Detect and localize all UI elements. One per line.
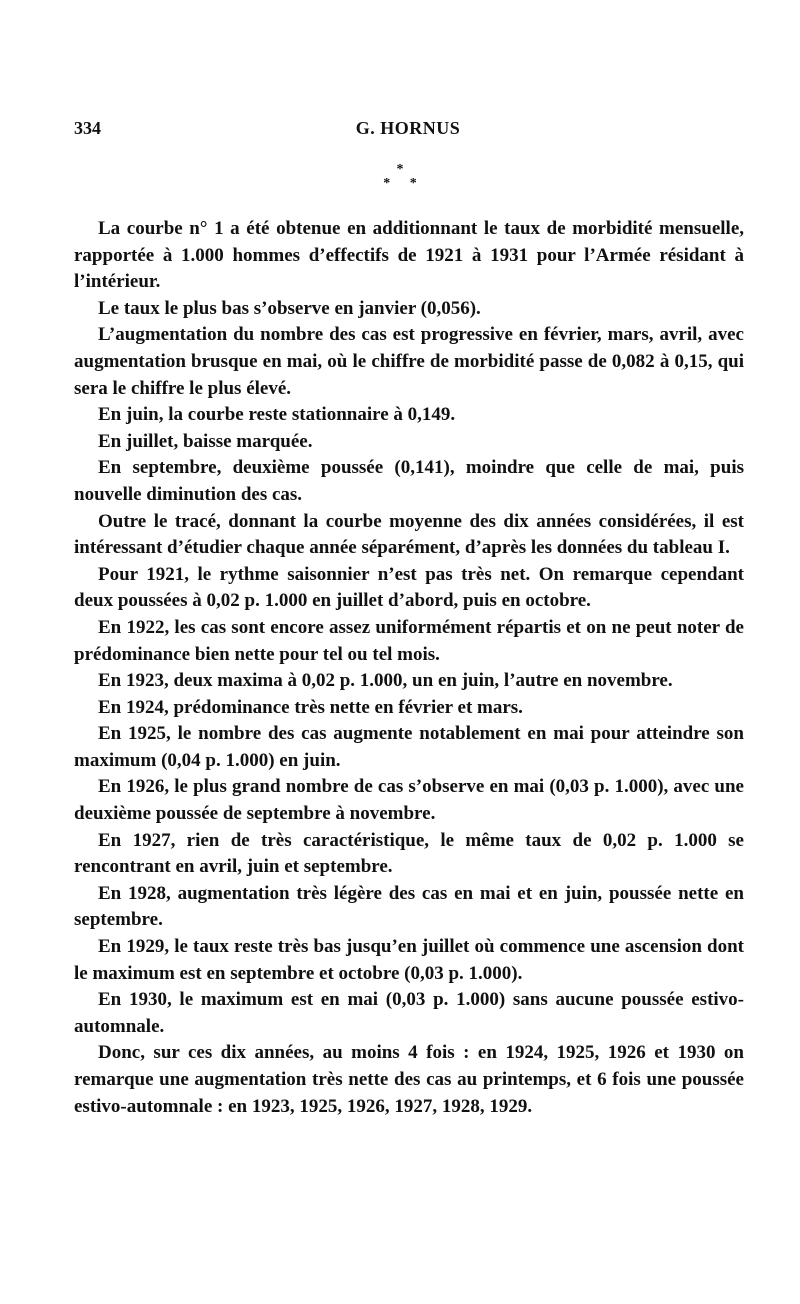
- paragraph: En 1927, rien de très caractéristique, le même taux de 0,02 p. 1.000 se rencontrant en avril, juin et septembre.: [74, 829, 744, 878]
- running-head-author: G. HORNUS: [355, 118, 461, 138]
- paragraph: En 1926, le plus grand nombre de cas s’observe en mai (0,03 p. 1.000), avec une deuxième poussée de septembre à novembre.: [74, 776, 744, 825]
- paragraph: La courbe n° 1 a été obtenue en additionnant le taux de morbidité mensuelle, rapportée à 1.000 hommes d’effectifs de 1921 à 1931 pour l’Armée résidant à l’intérieur.: [74, 218, 744, 293]
- paragraph: En juillet, baisse marquée.: [98, 430, 313, 452]
- paragraph: Pour 1921, le rythme saisonnier n’est pas très net. On remarque cependant deux poussées à 0,02 p. 1.000 en juillet d’abord, puis en octobre.: [74, 563, 744, 612]
- paragraph: Donc, sur ces dix années, au moins 4 fois : en 1924, 1925, 1926 et 1930 on remarque une augmentation très nette des cas au printemps, et 6 fois une poussée estivo-automnale : en 1923, 1925, 1926, 1927, 1928, 1929.: [74, 1042, 744, 1117]
- paragraph: En 1930, le maximum est en mai (0,03 p. 1.000) sans aucune poussée estivo-automnale.: [74, 989, 744, 1037]
- paragraph: L’augmentation du nombre des cas est progressive en février, mars, avril, avec augmentation brusque en mai, où le chiffre de morbidité passe de 0,082 à 0,15, qui sera le chiffre le plus élevé.: [74, 324, 744, 399]
- body-text: [74, 216, 744, 1120]
- paragraph: En 1928, augmentation très légère des cas en mai et en juin, poussée nette en septembre.: [74, 882, 744, 931]
- asterism-separator: [0, 163, 800, 191]
- paragraph: Le taux le plus bas s’observe en janvier (0,056).: [98, 297, 481, 319]
- paragraph: En septembre, deuxième poussée (0,141), moindre que celle de mai, puis nouvelle diminution des cas.: [74, 457, 744, 505]
- running-head: [74, 118, 742, 142]
- paragraph: En 1924, prédominance très nette en février et mars.: [98, 696, 523, 718]
- paragraph: En 1925, le nombre des cas augmente notablement en mai pour atteindre son maximum (0,04 p. 1.000) en juin.: [74, 723, 744, 771]
- asterism-bottom: * *: [383, 176, 425, 191]
- page-number: 334: [74, 118, 101, 138]
- asterism-top: *: [396, 162, 404, 177]
- paragraph: En 1929, le taux reste très bas jusqu’en juillet où commence une ascension dont le maximum est en septembre et octobre (0,03 p. 1.000).: [74, 936, 744, 984]
- paragraph: Outre le tracé, donnant la courbe moyenne des dix années considérées, il est intéressant d’étudier chaque année séparément, d’après les données du tableau I.: [74, 510, 744, 559]
- paragraph: En 1923, deux maxima à 0,02 p. 1.000, un en juin, l’autre en novembre.: [98, 670, 673, 692]
- paragraph: En 1922, les cas sont encore assez uniformément répartis et on ne peut noter de prédominance bien nette pour tel ou tel mois.: [74, 616, 744, 665]
- paragraph: En juin, la courbe reste stationnaire à 0,149.: [98, 404, 456, 426]
